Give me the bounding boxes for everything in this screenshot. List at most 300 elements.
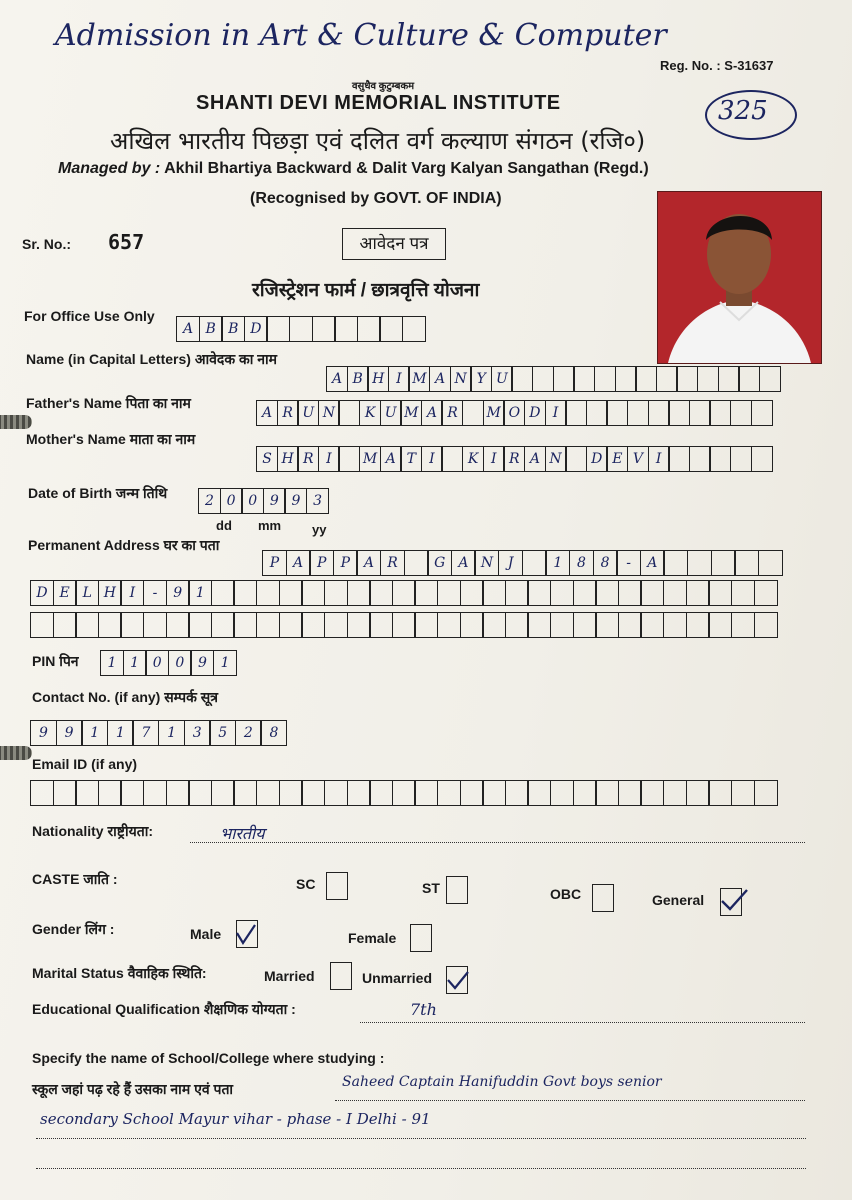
char-box[interactable] (460, 780, 484, 806)
school-hindi-label: स्कूल जहां पढ़ रहे हैं उसका नाम एवं पता (32, 1081, 234, 1097)
char-box[interactable]: 9 (30, 720, 57, 746)
char-box[interactable]: I (648, 446, 670, 472)
char-box[interactable] (75, 612, 99, 638)
char-box[interactable] (527, 612, 551, 638)
char-box[interactable] (414, 780, 438, 806)
char-box[interactable]: 0 (145, 650, 169, 676)
dob-boxes[interactable] (198, 488, 328, 514)
gender-label: Gender लिंग : (32, 921, 115, 937)
form-serial-hand: 325 (718, 96, 768, 126)
char-box[interactable]: 3 (184, 720, 211, 746)
char-box[interactable] (687, 550, 712, 576)
char-box[interactable] (709, 446, 731, 472)
char-box[interactable] (754, 580, 778, 606)
char-box[interactable] (120, 612, 144, 638)
char-box[interactable]: M (483, 400, 505, 426)
char-box[interactable] (656, 366, 678, 392)
char-box[interactable]: P (262, 550, 287, 576)
mother-label: Mother's Name माता का नाम (26, 431, 196, 447)
char-box[interactable]: N (545, 446, 567, 472)
char-box[interactable] (565, 446, 587, 472)
char-box[interactable] (686, 612, 710, 638)
char-box[interactable] (211, 780, 235, 806)
char-box[interactable]: 1 (100, 650, 124, 676)
char-box[interactable] (233, 612, 257, 638)
char-box[interactable]: B (347, 366, 369, 392)
char-box[interactable] (301, 580, 325, 606)
char-box[interactable] (369, 612, 393, 638)
char-box[interactable]: 3 (306, 488, 329, 514)
char-box[interactable]: 2 (198, 488, 221, 514)
char-box[interactable]: P (333, 550, 358, 576)
char-box[interactable]: 8 (593, 550, 618, 576)
char-box[interactable] (460, 580, 484, 606)
char-box[interactable] (98, 780, 122, 806)
char-box[interactable]: B (221, 316, 245, 342)
char-box[interactable] (573, 366, 595, 392)
char-box[interactable]: N (318, 400, 340, 426)
reg-number: Reg. No. : S-31637 (660, 58, 774, 73)
education-label: Educational Qualification शैक्षणिक योग्यता : (32, 1001, 296, 1017)
applicant-photo-drawing (658, 192, 821, 363)
char-box[interactable]: 1 (158, 720, 185, 746)
address-label: Permanent Address घर का पता (28, 537, 220, 553)
school-line-1 (335, 1100, 805, 1101)
char-box[interactable] (166, 780, 190, 806)
char-box[interactable] (532, 366, 554, 392)
gender-male-label: Male (190, 926, 222, 942)
marital-married-checkbox[interactable] (330, 962, 352, 990)
char-box[interactable] (663, 550, 688, 576)
char-box[interactable] (689, 400, 711, 426)
char-box[interactable] (279, 580, 303, 606)
dob-dd: dd (216, 518, 232, 533)
char-box[interactable] (550, 780, 574, 806)
char-box[interactable]: N (450, 366, 472, 392)
char-box[interactable]: 8 (260, 720, 287, 746)
char-box[interactable] (505, 780, 529, 806)
char-box[interactable] (708, 780, 732, 806)
char-box[interactable] (640, 580, 664, 606)
char-box[interactable] (573, 580, 597, 606)
char-box[interactable] (233, 780, 257, 806)
form-subtitle: रजिस्ट्रेशन फार्म / छात्रवृत्ति योजना (252, 280, 480, 301)
char-box[interactable] (392, 780, 416, 806)
char-box[interactable]: 1 (81, 720, 108, 746)
char-box[interactable]: A (640, 550, 665, 576)
char-box[interactable] (357, 316, 381, 342)
char-box[interactable]: I (388, 366, 410, 392)
char-box[interactable]: I (545, 400, 567, 426)
char-box[interactable] (482, 780, 506, 806)
caste-general-checkbox[interactable] (720, 888, 742, 916)
char-box[interactable]: E (606, 446, 628, 472)
char-box[interactable] (392, 580, 416, 606)
char-box[interactable] (550, 612, 574, 638)
char-box[interactable] (511, 366, 533, 392)
char-box[interactable] (711, 550, 736, 576)
char-box[interactable] (550, 580, 574, 606)
char-box[interactable]: 9 (166, 580, 190, 606)
char-box[interactable] (686, 580, 710, 606)
char-box[interactable] (663, 612, 687, 638)
char-box[interactable] (627, 400, 649, 426)
handwritten-heading: Admission in Art & Culture & Computer (55, 18, 667, 53)
char-box[interactable] (663, 780, 687, 806)
managed-by (58, 160, 649, 178)
gender-female-checkbox[interactable] (410, 924, 432, 952)
char-box[interactable] (618, 580, 642, 606)
check-mark-icon (235, 919, 259, 947)
char-box[interactable]: A (421, 400, 443, 426)
char-box[interactable]: 8 (569, 550, 594, 576)
address-line1-boxes[interactable] (262, 550, 781, 576)
char-box[interactable] (730, 400, 752, 426)
char-box[interactable]: A (524, 446, 546, 472)
char-box[interactable] (414, 580, 438, 606)
char-box[interactable]: 5 (209, 720, 236, 746)
email-label: Email ID (if any) (32, 756, 138, 772)
char-box[interactable] (441, 446, 463, 472)
char-box[interactable] (379, 316, 403, 342)
char-box[interactable] (718, 366, 740, 392)
school-line-2 (36, 1138, 806, 1139)
char-box[interactable] (527, 780, 551, 806)
org-hindi-name: अखिल भारतीय पिछड़ा एवं दलित वर्ग कल्याण संगठन (रजि०) (110, 127, 646, 155)
char-box[interactable] (573, 780, 597, 806)
name-boxes[interactable] (326, 366, 779, 392)
char-box[interactable]: 0 (241, 488, 264, 514)
char-box[interactable]: 1 (123, 650, 147, 676)
char-box[interactable] (98, 612, 122, 638)
char-box[interactable] (505, 612, 529, 638)
char-box[interactable]: S (256, 446, 278, 472)
char-box[interactable]: K (359, 400, 381, 426)
char-box[interactable] (640, 780, 664, 806)
char-box[interactable]: M (408, 366, 430, 392)
char-box[interactable] (618, 780, 642, 806)
char-box[interactable] (53, 780, 77, 806)
char-box[interactable] (256, 580, 280, 606)
gender-male-checkbox[interactable] (236, 920, 258, 948)
char-box[interactable] (708, 580, 732, 606)
char-box[interactable]: A (429, 366, 451, 392)
char-box[interactable]: T (400, 446, 422, 472)
char-box[interactable] (143, 780, 167, 806)
char-box[interactable] (573, 612, 597, 638)
char-box[interactable] (595, 612, 619, 638)
char-box[interactable]: I (318, 446, 340, 472)
char-box[interactable] (188, 612, 212, 638)
char-box[interactable] (414, 612, 438, 638)
char-box[interactable] (289, 316, 313, 342)
char-box[interactable] (586, 400, 608, 426)
caste-obc-label: OBC (550, 886, 582, 902)
char-box[interactable] (266, 316, 290, 342)
char-box[interactable] (347, 780, 371, 806)
char-box[interactable] (758, 550, 783, 576)
sr-label: Sr. No.: (22, 236, 72, 252)
char-box[interactable]: H (367, 366, 389, 392)
applicant-photo (657, 191, 822, 364)
char-box[interactable] (676, 366, 698, 392)
char-box[interactable]: 1 (213, 650, 237, 676)
marital-unmarried-checkbox[interactable] (446, 966, 468, 994)
char-box[interactable] (369, 580, 393, 606)
nationality-line (190, 842, 805, 843)
char-box[interactable] (553, 366, 575, 392)
char-box[interactable] (53, 612, 77, 638)
char-box[interactable]: A (451, 550, 476, 576)
father-label: Father's Name पिता का नाम (26, 395, 191, 411)
school-label: Specify the name of School/College where studying : (32, 1050, 385, 1066)
char-box[interactable]: 9 (190, 650, 214, 676)
binder-clip-bottom (0, 746, 32, 760)
dob-yy: yy (312, 522, 327, 537)
char-box[interactable]: A (326, 366, 348, 392)
char-box[interactable] (437, 580, 461, 606)
application-tag: आवेदन पत्र (342, 228, 446, 260)
char-box[interactable]: 7 (132, 720, 159, 746)
school-value-line2[interactable]: secondary School Mayur vihar - phase - I Delhi - 91 (40, 1110, 431, 1128)
char-box[interactable] (338, 400, 360, 426)
char-box[interactable]: D (30, 580, 54, 606)
char-box[interactable]: R (380, 550, 405, 576)
marital-unmarried-label: Unmarried (362, 970, 433, 986)
char-box[interactable]: O (503, 400, 525, 426)
char-box[interactable] (334, 316, 358, 342)
char-box[interactable] (734, 550, 759, 576)
char-box[interactable] (751, 400, 773, 426)
char-box[interactable] (731, 580, 755, 606)
check-mark-icon (446, 966, 470, 994)
char-box[interactable] (527, 580, 551, 606)
char-box[interactable] (640, 612, 664, 638)
char-box[interactable] (668, 400, 690, 426)
education-line (360, 1022, 805, 1023)
char-box[interactable]: H (277, 446, 299, 472)
char-box[interactable]: D (244, 316, 268, 342)
char-box[interactable] (663, 580, 687, 606)
char-box[interactable]: - (143, 580, 167, 606)
char-box[interactable]: A (176, 316, 200, 342)
char-box[interactable]: 1 (545, 550, 570, 576)
char-box[interactable]: E (53, 580, 77, 606)
char-box[interactable] (754, 780, 778, 806)
char-box[interactable]: U (491, 366, 513, 392)
char-box[interactable] (618, 612, 642, 638)
char-box[interactable]: R (503, 446, 525, 472)
char-box[interactable] (338, 446, 360, 472)
char-box[interactable] (30, 780, 54, 806)
dob-label: Date of Birth जन्म तिथि (28, 485, 168, 501)
char-box[interactable] (75, 780, 99, 806)
char-box[interactable] (312, 316, 336, 342)
char-box[interactable] (565, 400, 587, 426)
char-box[interactable] (482, 612, 506, 638)
pin-boxes[interactable] (100, 650, 236, 676)
sr-value: 657 (108, 230, 145, 254)
recognised-line: (Recognised by GOVT. OF INDIA) (250, 190, 502, 207)
char-box[interactable]: N (474, 550, 499, 576)
address-line3-boxes[interactable] (30, 612, 776, 638)
char-box[interactable]: H (98, 580, 122, 606)
char-box[interactable] (606, 400, 628, 426)
char-box[interactable]: D (586, 446, 608, 472)
char-box[interactable]: 9 (263, 488, 286, 514)
char-box[interactable] (615, 366, 637, 392)
char-box[interactable] (731, 612, 755, 638)
char-box[interactable]: A (256, 400, 278, 426)
char-box[interactable]: P (309, 550, 334, 576)
caste-label: CASTE जाति : (32, 871, 118, 887)
char-box[interactable]: J (498, 550, 523, 576)
char-box[interactable] (594, 366, 616, 392)
char-box[interactable] (120, 780, 144, 806)
char-box[interactable]: 1 (188, 580, 212, 606)
caste-obc-checkbox[interactable] (592, 884, 614, 912)
school-line-3 (36, 1168, 806, 1169)
char-box[interactable] (709, 400, 731, 426)
mother-name-boxes[interactable] (256, 446, 771, 472)
char-box[interactable] (402, 316, 426, 342)
char-box[interactable] (689, 446, 711, 472)
tagline: वसुधैव कुटुम्बकम (352, 81, 415, 92)
caste-general-label: General (652, 892, 705, 908)
char-box[interactable] (754, 612, 778, 638)
institute-name: SHANTI DEVI MEMORIAL INSTITUTE (196, 92, 561, 114)
email-boxes[interactable] (30, 780, 776, 806)
char-box[interactable] (668, 446, 690, 472)
char-box[interactable] (437, 612, 461, 638)
char-box[interactable] (759, 366, 781, 392)
char-box[interactable]: U (297, 400, 319, 426)
name-label: Name (in Capital Letters) आवेदक का नाम (26, 351, 278, 367)
char-box[interactable] (256, 780, 280, 806)
char-box[interactable] (731, 780, 755, 806)
char-box[interactable] (301, 612, 325, 638)
char-box[interactable]: Y (470, 366, 492, 392)
char-box[interactable] (324, 580, 348, 606)
char-box[interactable] (686, 780, 710, 806)
char-box[interactable]: A (286, 550, 311, 576)
char-box[interactable]: K (462, 446, 484, 472)
char-box[interactable] (648, 400, 670, 426)
char-box[interactable] (188, 780, 212, 806)
char-box[interactable]: 0 (220, 488, 243, 514)
office-use-boxes[interactable] (176, 316, 425, 342)
char-box[interactable]: I (421, 446, 443, 472)
char-box[interactable]: M (400, 400, 422, 426)
char-box[interactable] (738, 366, 760, 392)
char-box[interactable] (697, 366, 719, 392)
char-box[interactable]: M (359, 446, 381, 472)
char-box[interactable]: I (483, 446, 505, 472)
char-box[interactable] (462, 400, 484, 426)
school-value-line1[interactable]: Saheed Captain Hanifuddin Govt boys senior (342, 1074, 662, 1090)
char-box[interactable] (256, 612, 280, 638)
char-box[interactable]: L (75, 580, 99, 606)
char-box[interactable]: D (524, 400, 546, 426)
contact-boxes[interactable] (30, 720, 286, 746)
char-box[interactable]: 1 (107, 720, 134, 746)
contact-label: Contact No. (if any) सम्पर्क सूत्र (32, 689, 218, 705)
char-box[interactable]: B (199, 316, 223, 342)
caste-st-label: ST (422, 880, 440, 896)
managed-by-label: Managed by : (58, 160, 161, 177)
char-box[interactable] (730, 446, 752, 472)
char-box[interactable]: 2 (235, 720, 262, 746)
char-box[interactable] (324, 780, 348, 806)
managed-by-org: Akhil Bhartiya Backward & Dalit Varg Kalyan Sangathan (Regd.) (164, 160, 649, 177)
marital-married-label: Married (264, 968, 315, 984)
char-box[interactable] (482, 580, 506, 606)
char-box[interactable] (708, 612, 732, 638)
char-box[interactable]: U (380, 400, 402, 426)
education-value[interactable]: 7th (410, 1000, 437, 1019)
char-box[interactable] (233, 580, 257, 606)
father-name-boxes[interactable] (256, 400, 771, 426)
char-box[interactable] (437, 780, 461, 806)
pin-label: PIN पिन (32, 653, 79, 669)
char-box[interactable] (143, 612, 167, 638)
char-box[interactable] (595, 780, 619, 806)
char-box[interactable]: 0 (168, 650, 192, 676)
char-box[interactable]: R (277, 400, 299, 426)
caste-sc-checkbox[interactable] (326, 872, 348, 900)
char-box[interactable] (751, 446, 773, 472)
char-box[interactable]: 9 (284, 488, 307, 514)
char-box[interactable]: V (627, 446, 649, 472)
char-box[interactable] (404, 550, 429, 576)
char-box[interactable]: A (380, 446, 402, 472)
marital-label: Marital Status वैवाहिक स्थिति: (32, 965, 207, 981)
caste-st-checkbox[interactable] (446, 876, 468, 904)
char-box[interactable] (460, 612, 484, 638)
nationality-value[interactable]: भारतीय (220, 824, 265, 843)
char-box[interactable] (279, 612, 303, 638)
char-box[interactable] (522, 550, 547, 576)
char-box[interactable]: - (616, 550, 641, 576)
char-box[interactable]: 9 (56, 720, 83, 746)
char-box[interactable] (211, 612, 235, 638)
char-box[interactable] (324, 612, 348, 638)
char-box[interactable] (166, 612, 190, 638)
char-box[interactable] (595, 580, 619, 606)
binder-clip-top (0, 415, 32, 429)
caste-sc-label: SC (296, 876, 316, 892)
char-box[interactable] (279, 780, 303, 806)
char-box[interactable] (347, 580, 371, 606)
char-box[interactable] (211, 580, 235, 606)
char-box[interactable]: A (356, 550, 381, 576)
char-box[interactable] (347, 612, 371, 638)
gender-female-label: Female (348, 930, 397, 946)
char-box[interactable] (635, 366, 657, 392)
char-box[interactable] (301, 780, 325, 806)
char-box[interactable] (505, 580, 529, 606)
address-line2-boxes[interactable] (30, 580, 776, 606)
office-use-label: For Office Use Only (24, 308, 155, 324)
nationality-label: Nationality राष्ट्रीयता: (32, 823, 153, 839)
char-box[interactable] (369, 780, 393, 806)
char-box[interactable] (30, 612, 54, 638)
char-box[interactable] (392, 612, 416, 638)
char-box[interactable]: G (427, 550, 452, 576)
char-box[interactable]: R (297, 446, 319, 472)
char-box[interactable]: R (441, 400, 463, 426)
char-box[interactable]: I (120, 580, 144, 606)
